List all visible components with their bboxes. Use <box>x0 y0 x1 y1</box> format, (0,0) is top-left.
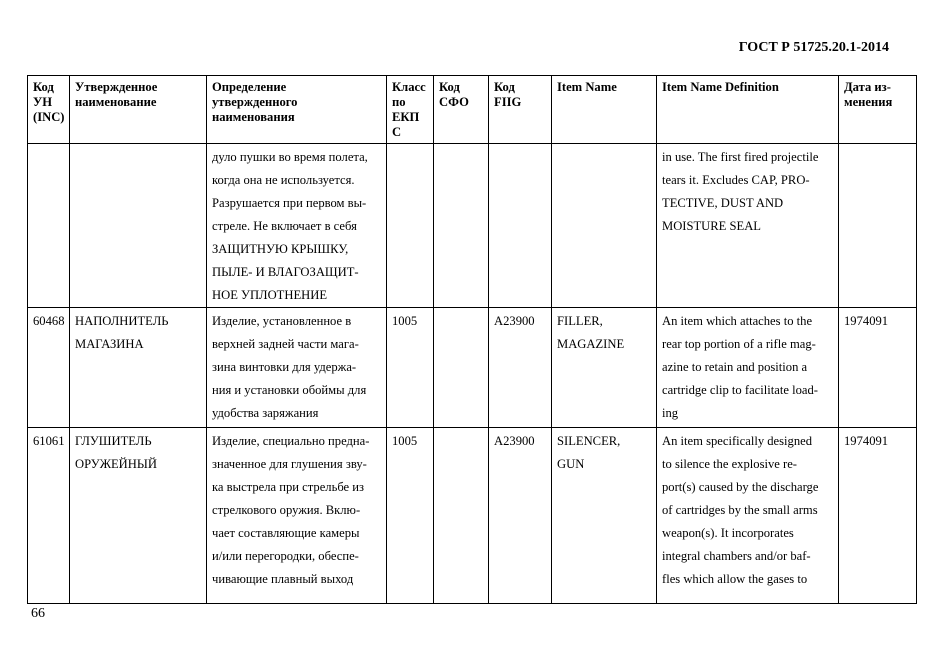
cell-sfo <box>434 308 489 428</box>
cell-text-line: МАГАЗИНА <box>75 337 144 351</box>
column-header-def-en <box>657 76 839 144</box>
cell-text-line: An item specifically designed <box>662 434 813 448</box>
cell-class <box>387 308 434 428</box>
cell-sfo <box>434 428 489 604</box>
cell-def-ru <box>207 308 387 428</box>
cell-fiig <box>489 144 552 308</box>
cell-inc <box>28 308 70 428</box>
cell-text-line: tears it. Excludes CAP, PRO- <box>662 173 810 187</box>
column-header-name-ru <box>70 76 207 144</box>
cell-text-line: 1974091 <box>844 314 889 328</box>
cell-item-name <box>552 428 657 604</box>
column-header-item-name <box>552 76 657 144</box>
cell-name-ru <box>70 428 207 604</box>
header-text-line: Код <box>439 80 460 94</box>
cell-text-line: верхней задней части мага- <box>212 337 359 351</box>
cell-def-en <box>657 144 839 308</box>
page-number: 66 <box>31 606 45 621</box>
header-text-line: Item Name <box>557 80 617 94</box>
table-row <box>28 308 917 428</box>
cell-text-line: стреле. Не включает в себя <box>212 219 357 233</box>
column-header-def-ru <box>207 76 387 144</box>
cell-text-line: cartridge clip to facilitate load- <box>662 383 818 397</box>
standard-number: ГОСТ Р 51725.20.1-2014 <box>738 40 889 55</box>
cell-text-line: to silence the explosive re- <box>662 457 797 471</box>
header-text-line: наименование <box>75 95 157 109</box>
table-header-row <box>28 76 917 144</box>
cell-text-line: НАПОЛНИТЕЛЬ <box>75 314 169 328</box>
classification-table <box>27 75 917 604</box>
cell-text-line: Разрушается при первом вы- <box>212 196 367 210</box>
cell-text-line: A23900 <box>494 314 535 328</box>
header-text-line: менения <box>844 95 893 109</box>
cell-text-line: ния и установки обоймы для <box>212 383 367 397</box>
cell-text-line: и/или перегородки, обеспе- <box>212 549 359 563</box>
cell-text-line: integral chambers and/or baf- <box>662 549 811 563</box>
header-text-line: Код <box>494 80 515 94</box>
header-text-line: (INC) <box>33 110 65 124</box>
cell-text-line: TECTIVE, DUST AND <box>662 196 784 210</box>
cell-text-line: чивающие плавный выход <box>212 572 354 586</box>
column-header-date <box>839 76 917 144</box>
cell-text-line: ing <box>662 406 679 420</box>
cell-text-line: стрелкового оружия. Вклю- <box>212 503 361 517</box>
header-text-line: Item Name Definition <box>662 80 779 94</box>
cell-text-line: A23900 <box>494 434 535 448</box>
cell-text-line: MOISTURE SEAL <box>662 219 762 233</box>
cell-text-line: значенное для глушения зву- <box>212 457 367 471</box>
cell-text-line: 1005 <box>392 434 418 448</box>
cell-text-line: 60468 <box>33 314 65 328</box>
cell-text-line: SILENCER, <box>557 434 621 448</box>
cell-fiig <box>489 428 552 604</box>
cell-text-line: чает составляющие камеры <box>212 526 360 540</box>
header-text-line: УН <box>33 95 53 109</box>
cell-def-ru <box>207 428 387 604</box>
cell-text-line: ЗАЩИТНУЮ КРЫШКУ, <box>212 242 349 256</box>
cell-text-line: ка выстрела при стрельбе из <box>212 480 365 494</box>
cell-class <box>387 428 434 604</box>
header-text-line: Класс <box>392 80 426 94</box>
column-header-inc <box>28 76 70 144</box>
cell-inc <box>28 144 70 308</box>
cell-text-line: когда она не используется. <box>212 173 355 187</box>
header-text-line: Код <box>33 80 54 94</box>
cell-text-line: удобства заряжания <box>212 406 319 420</box>
cell-text-line: Изделие, специально предна- <box>212 434 370 448</box>
cell-name-ru <box>70 308 207 428</box>
cell-text-line: дуло пушки во время полета, <box>212 150 368 164</box>
header-text-line: Дата из- <box>844 80 891 94</box>
cell-text-line: MAGAZINE <box>557 337 625 351</box>
cell-text-line: of cartridges by the small arms <box>662 503 818 517</box>
cell-class <box>387 144 434 308</box>
header-text-line: FIIG <box>494 95 522 109</box>
column-header-fiig <box>489 76 552 144</box>
header-text-line: Определение <box>212 80 287 94</box>
column-header-class <box>387 76 434 144</box>
header-text-line: Утвержденное <box>75 80 158 94</box>
header-text-line: наименования <box>212 110 295 124</box>
cell-inc <box>28 428 70 604</box>
cell-date <box>839 428 917 604</box>
cell-def-ru <box>207 144 387 308</box>
cell-text-line: 61061 <box>33 434 65 448</box>
cell-text-line: 1974091 <box>844 434 889 448</box>
header-text-line: утвержденного <box>212 95 298 109</box>
cell-text-line: ГЛУШИТЕЛЬ <box>75 434 152 448</box>
cell-item-name <box>552 144 657 308</box>
cell-text-line: azine to retain and position a <box>662 360 808 374</box>
cell-text-line: ОРУЖЕЙНЫЙ <box>75 457 157 471</box>
cell-date <box>839 144 917 308</box>
cell-date <box>839 308 917 428</box>
cell-text-line: ПЫЛЕ- И ВЛАГОЗАЩИТ- <box>212 265 359 279</box>
cell-text-line: 1005 <box>392 314 418 328</box>
cell-text-line: An item which attaches to the <box>662 314 813 328</box>
table-row <box>28 428 917 604</box>
column-header-sfo <box>434 76 489 144</box>
cell-def-en <box>657 308 839 428</box>
header-text-line: ЕКП <box>392 110 420 124</box>
cell-text-line: rear top portion of a rifle mag- <box>662 337 816 351</box>
header-text-line: СФО <box>439 95 469 109</box>
header-text-line: С <box>392 125 402 139</box>
cell-text-line: port(s) caused by the discharge <box>662 480 819 494</box>
cell-text-line: fles which allow the gases to <box>662 572 808 586</box>
cell-text-line: зина винтовки для удержа- <box>212 360 357 374</box>
cell-name-ru <box>70 144 207 308</box>
cell-def-en <box>657 428 839 604</box>
cell-text-line: FILLER, <box>557 314 603 328</box>
cell-sfo <box>434 144 489 308</box>
cell-text-line: НОЕ УПЛОТНЕНИЕ <box>212 288 328 302</box>
header-text-line: по <box>392 95 406 109</box>
table-row <box>28 144 917 308</box>
cell-text-line: Изделие, установленное в <box>212 314 352 328</box>
cell-fiig <box>489 308 552 428</box>
cell-text-line: weapon(s). It incorporates <box>662 526 794 540</box>
cell-text-line: in use. The first fired projectile <box>662 150 819 164</box>
cell-text-line: GUN <box>557 457 585 471</box>
cell-item-name <box>552 308 657 428</box>
